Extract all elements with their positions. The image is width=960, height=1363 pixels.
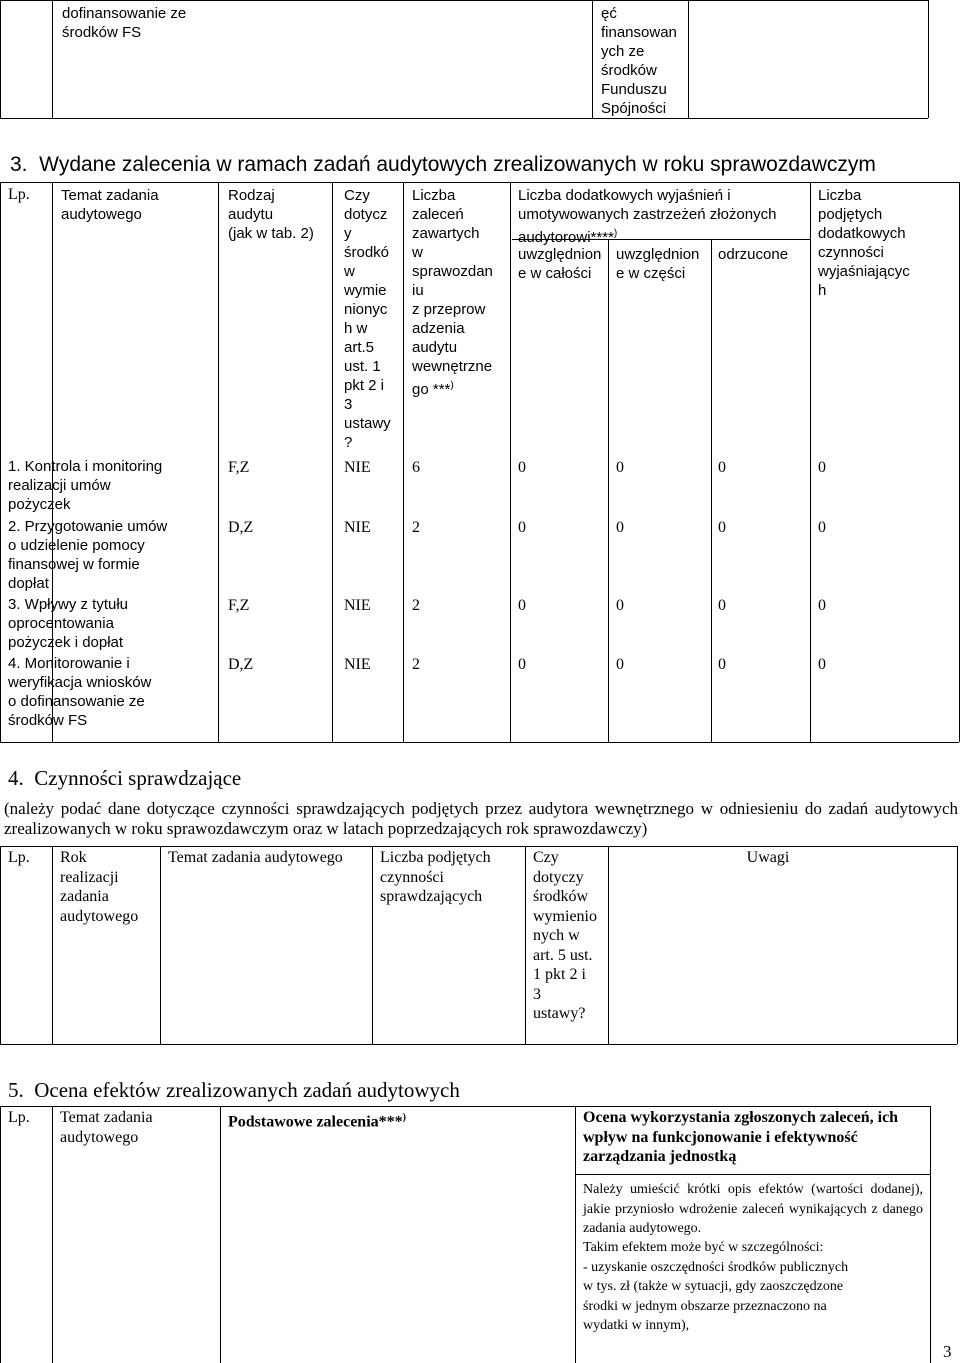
- s3-header-odrzucone: odrzucone: [718, 246, 789, 263]
- top-cell-right: ęć finansowan ych ze środków Funduszu Spójności: [601, 5, 677, 117]
- s3-row-czynnosci: 0: [818, 519, 826, 536]
- top-cell-left: dofinansowanie ze środków FS: [62, 5, 187, 41]
- s3-row-rodzaj: D,Z: [228, 519, 254, 536]
- s3-header-czy: Czy dotycz y środkó w wymie nionyc h w art.5 ust. 1 pkt 2 i 3 ustawy ?: [344, 187, 391, 451]
- s3-row-czynnosci: 0: [818, 597, 826, 614]
- table-row: 4. Monitorowanie i weryfikacja wniosków o dofinansowanie ze środków FS: [8, 655, 152, 729]
- table-row: 1. Kontrola i monitoring realizacji umów pożyczek: [8, 458, 163, 513]
- s4-header-rok: Rok realizacji zadania audytowego: [60, 849, 139, 925]
- section-3-heading: 3. Wydane zalecenia w ramach zadań audytowych zrealizowanych w roku sprawozdawczym: [10, 153, 876, 176]
- s3-row-rodzaj: F,Z: [228, 597, 250, 614]
- s3-row-c1: 0: [518, 597, 526, 614]
- s3-row-czy: NIE: [344, 519, 371, 536]
- section-5-heading: 5. Ocena efektów zrealizowanych zadań audytowych: [8, 1078, 460, 1102]
- s4-header-temat: Temat zadania audytowego: [168, 849, 343, 866]
- s3-row-c3: 0: [718, 459, 726, 476]
- section-4-description: (należy podać dane dotyczące czynności sprawdzających podjętych przez audytora wewnętrznego w odniesieniu do zadań audytowych zrealizowanych w roku sprawozdawczym oraz w latach poprzedzających rok sprawozdawczy): [4, 799, 958, 838]
- s5-header-temat: Temat zadania audytowego: [60, 1109, 153, 1146]
- s3-row-czy: NIE: [344, 597, 371, 614]
- s3-row-czy: NIE: [344, 656, 371, 673]
- s3-row-rodzaj: F,Z: [228, 459, 250, 476]
- s5-header-ocena: Ocena wykorzystania zgłoszonych zaleceń, ich wpływ na funkcjonowanie i efektywność zarządzania jednostką: [583, 1109, 899, 1165]
- s3-row-c1: 0: [518, 656, 526, 673]
- s3-header-czynnosci: Liczba podjętych dodatkowych czynności wyjaśniającyc h: [818, 187, 910, 299]
- s3-row-zalecenia: 2: [412, 656, 420, 673]
- table-row: 2. Przygotowanie umów o udzielenie pomocy finansowej w formie dopłat: [8, 518, 168, 592]
- s3-row-c1: 0: [518, 459, 526, 476]
- s3-row-czy: NIE: [344, 459, 371, 476]
- s3-row-zalecenia: 2: [412, 519, 420, 536]
- s4-header-lp: Lp.: [8, 849, 30, 866]
- s3-row-c1: 0: [518, 519, 526, 536]
- s4-header-uwagi: Uwagi: [746, 849, 790, 866]
- s3-header-temat: Temat zadania audytowego: [61, 187, 159, 223]
- s3-row-c2: 0: [616, 656, 624, 673]
- s3-row-c2: 0: [616, 459, 624, 476]
- s3-row-zalecenia: 2: [412, 597, 420, 614]
- s4-header-czy: Czy dotyczy środków wymienio nych w art. 5 ust. 1 pkt 2 i 3 ustawy?: [533, 849, 597, 1022]
- s4-header-liczba: Liczba podjętych czynności sprawdzających: [380, 849, 491, 905]
- section-4-heading: 4. Czynności sprawdzające: [8, 766, 242, 790]
- s3-row-c3: 0: [718, 656, 726, 673]
- s3-row-rodzaj: D,Z: [228, 656, 254, 673]
- s3-row-c2: 0: [616, 597, 624, 614]
- table-row: 3. Wpływy z tytułu oprocentowania pożyczek i dopłat: [8, 596, 129, 651]
- s3-header-lp: Lp.: [8, 186, 30, 203]
- s3-header-rodzaj: Rodzaj audytu (jak w tab. 2): [228, 187, 314, 242]
- s3-row-zalecenia: 6: [412, 459, 420, 476]
- s3-row-c2: 0: [616, 519, 624, 536]
- s3-row-c3: 0: [718, 519, 726, 536]
- page-number: 3: [943, 1342, 952, 1361]
- s3-header-liczba-zalecen: Liczba zaleceń zawartych w sprawozdan iu z przeprow adzenia audytu wewnętrzne go ***): [412, 187, 493, 398]
- s3-row-c3: 0: [718, 597, 726, 614]
- s5-note-list: Takim efektem może być w szczególności: - uzyskanie oszczędności środków publicznych w tys. zł (także w sytuacji, gdy zaoszczędzone środki w jednym obszarze przeznaczono na wydatki w innym),: [583, 1240, 849, 1333]
- s3-row-czynnosci: 0: [818, 459, 826, 476]
- s3-row-czynnosci: 0: [818, 656, 826, 673]
- s3-header-dodatkowe: Liczba dodatkowych wyjaśnień i umotywowanych zastrzeżeń złożonych audytorowi****): [518, 187, 777, 246]
- s3-header-uwzglednione-calosci: uwzględnion e w całości: [518, 246, 602, 282]
- s5-header-lp: Lp.: [8, 1109, 30, 1126]
- s3-header-uwzglednione-czesci: uwzględnion e w części: [616, 246, 700, 282]
- s5-note-paragraph: Należy umieścić krótki opis efektów (wartości dodanej), jakie przyniosło wdrożenie zaleceń wynikających z danego zadania audytowego.: [583, 1182, 923, 1236]
- s5-header-zalecenia: Podstawowe zalecenia***): [228, 1112, 406, 1131]
